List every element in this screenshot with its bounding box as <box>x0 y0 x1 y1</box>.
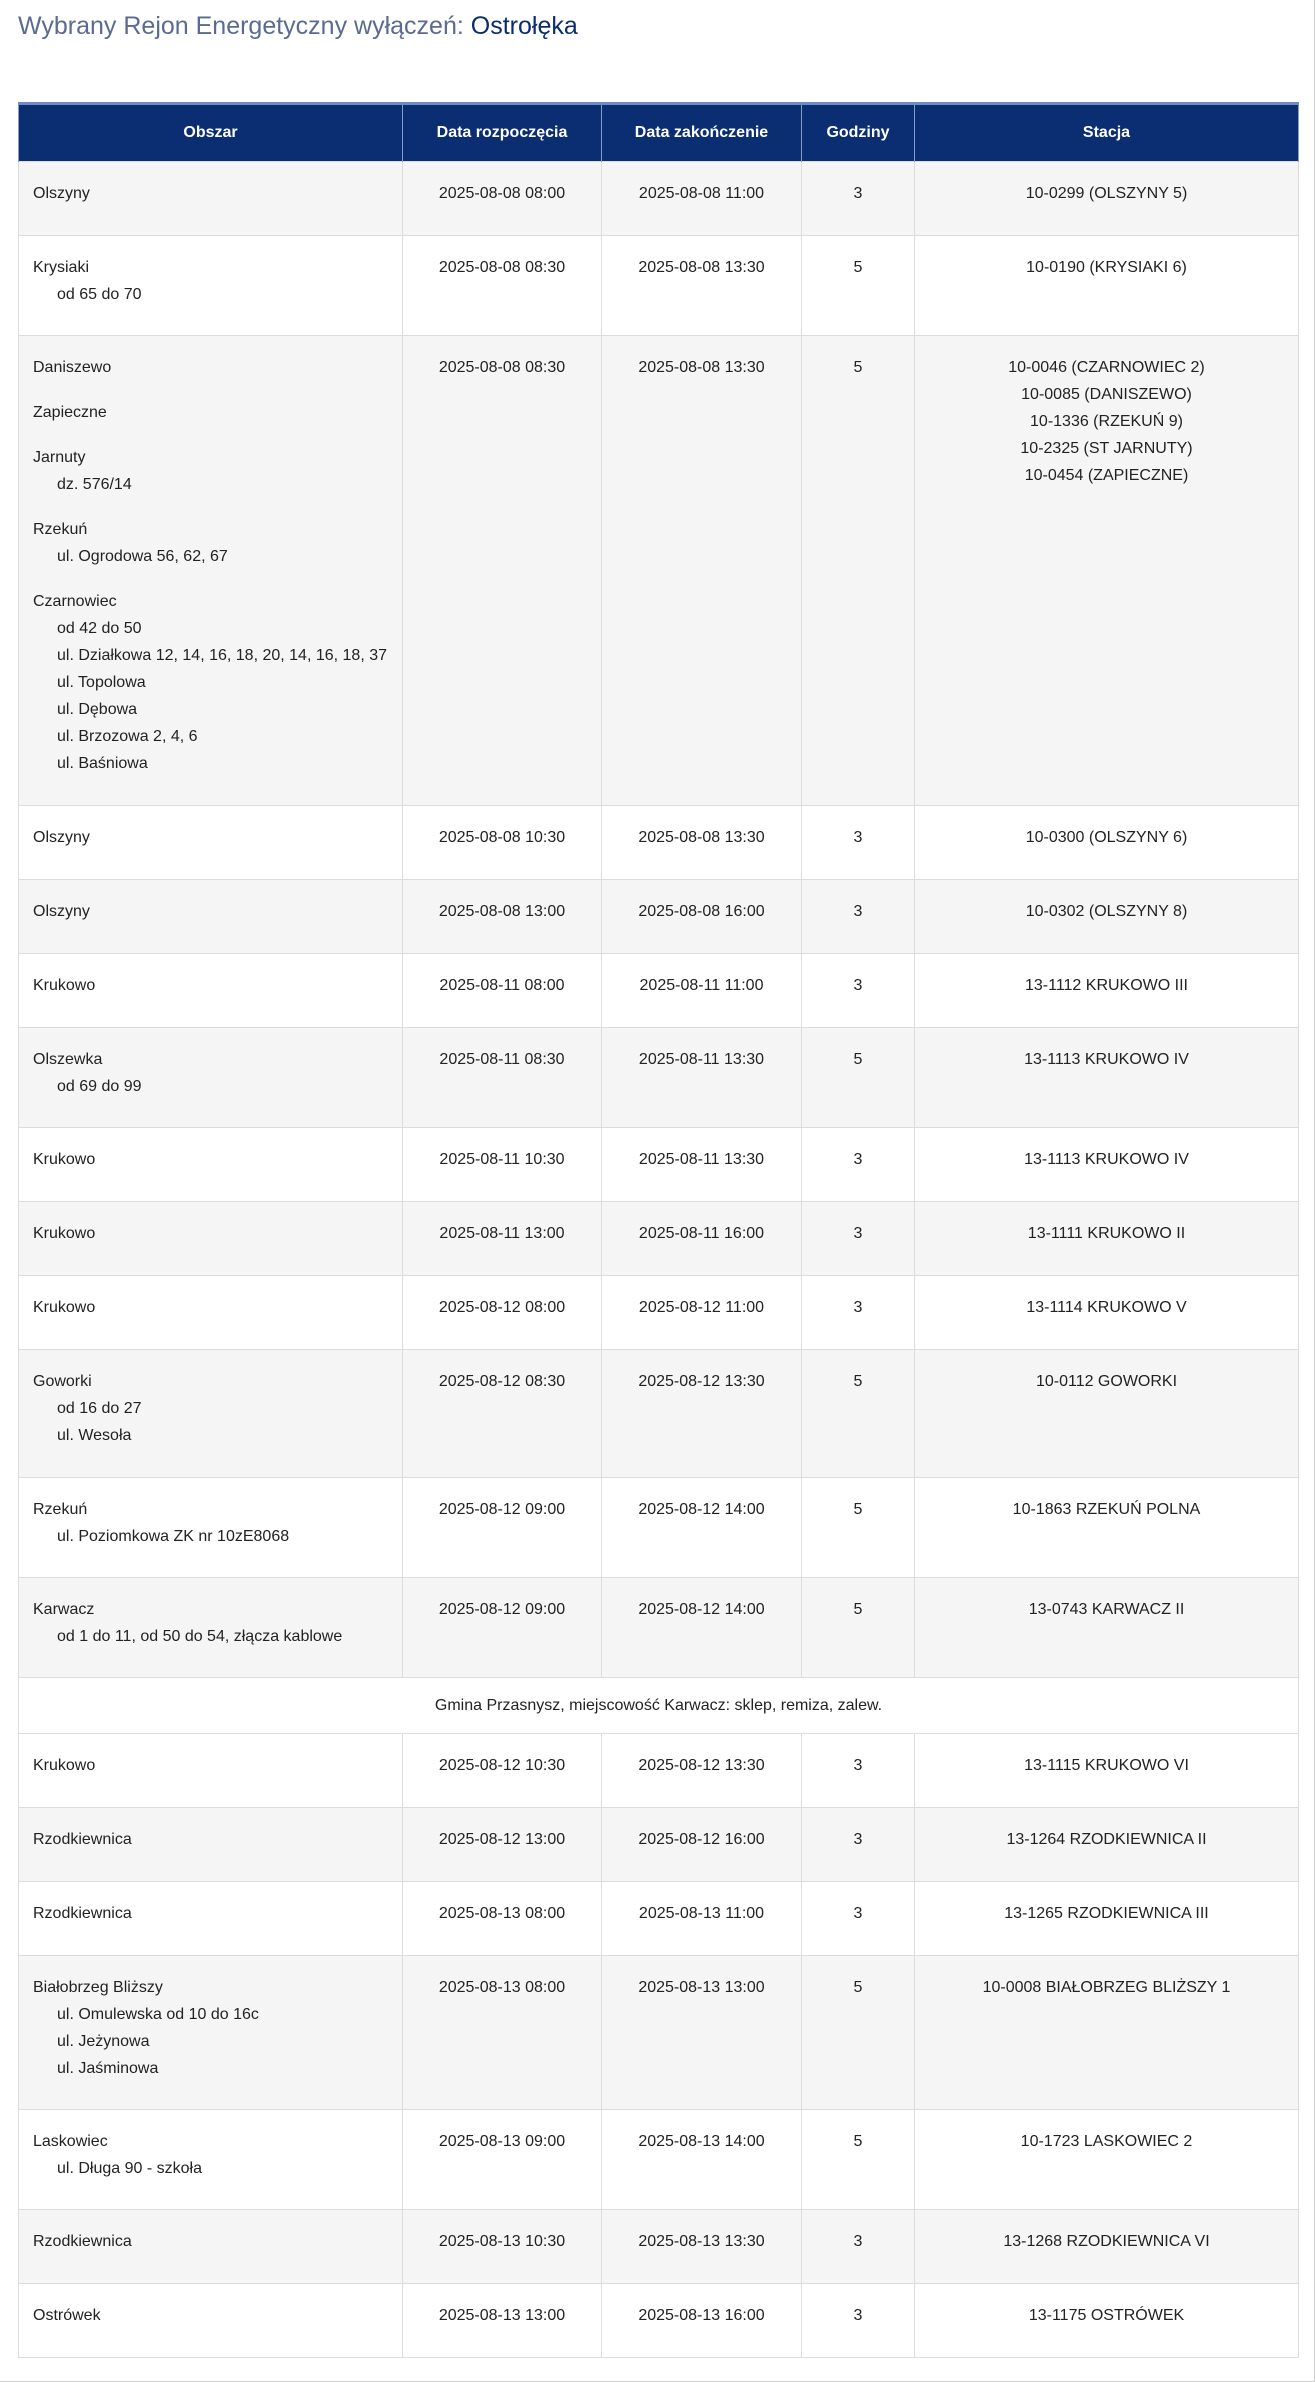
station-code: 10-0085 (DANISZEWO) <box>1021 386 1192 403</box>
cell-end-date: 2025-08-12 13:30 <box>602 1350 802 1478</box>
cell-hours: 3 <box>802 162 915 236</box>
area-group <box>33 180 388 207</box>
area-detail: od 69 do 99 <box>57 1078 142 1095</box>
area-group <box>33 1496 388 1550</box>
cell-hours: 3 <box>802 1734 915 1808</box>
cell-end-date: 2025-08-12 13:30 <box>602 1734 802 1808</box>
area-group <box>33 516 388 570</box>
cell-area <box>19 1808 403 1882</box>
cell-area <box>19 1578 403 1678</box>
page-title-region: Ostrołęka <box>470 12 578 40</box>
cell-start-date: 2025-08-13 08:00 <box>403 1956 602 2110</box>
table-header-row <box>19 104 1299 162</box>
cell-end-date: 2025-08-08 13:30 <box>602 806 802 880</box>
area-group <box>33 824 388 851</box>
cell-end-date: 2025-08-11 11:00 <box>602 954 802 1028</box>
table-row <box>19 2110 1299 2210</box>
area-group <box>33 1220 388 1247</box>
header-hours[interactable]: Godziny <box>802 104 915 162</box>
cell-area <box>19 880 403 954</box>
cell-hours: 3 <box>802 2284 915 2358</box>
area-group <box>33 1826 388 1853</box>
area-group <box>33 254 388 308</box>
area-group <box>33 2128 388 2182</box>
station-code: 10-2325 (ST JARNUTY) <box>1020 440 1193 457</box>
area-name: Ostrówek <box>33 2307 101 2324</box>
area-detail: ul. Długa 90 - szkoła <box>57 2160 202 2177</box>
area-name: Czarnowiec <box>33 593 117 610</box>
cell-station <box>915 2110 1299 2210</box>
cell-end-date: 2025-08-08 16:00 <box>602 880 802 954</box>
cell-start-date: 2025-08-12 08:00 <box>403 1276 602 1350</box>
cell-station <box>915 1734 1299 1808</box>
table-row <box>19 1956 1299 2110</box>
area-detail: ul. Działkowa 12, 14, 16, 18, 20, 14, 16, 18, 37 <box>57 647 387 664</box>
cell-start-date: 2025-08-12 10:30 <box>403 1734 602 1808</box>
table-row <box>19 2284 1299 2358</box>
cell-start-date: 2025-08-08 13:00 <box>403 880 602 954</box>
cell-area <box>19 2110 403 2210</box>
cell-end-date: 2025-08-13 13:00 <box>602 1956 802 2110</box>
cell-end-date: 2025-08-13 16:00 <box>602 2284 802 2358</box>
cell-end-date: 2025-08-11 16:00 <box>602 1202 802 1276</box>
cell-area <box>19 1882 403 1956</box>
station-code: 10-1863 RZEKUŃ POLNA <box>1012 1501 1201 1518</box>
cell-station <box>915 1350 1299 1478</box>
cell-end-date: 2025-08-11 13:30 <box>602 1128 802 1202</box>
table-row <box>19 880 1299 954</box>
cell-start-date: 2025-08-12 13:00 <box>403 1808 602 1882</box>
station-code: 13-1115 KRUKOWO VI <box>1024 1757 1189 1774</box>
cell-start-date: 2025-08-11 08:00 <box>403 954 602 1028</box>
cell-hours: 5 <box>802 2110 915 2210</box>
table-row <box>19 336 1299 806</box>
area-name: Rzodkiewnica <box>33 2233 132 2250</box>
cell-end-date: 2025-08-12 14:00 <box>602 1578 802 1678</box>
cell-hours: 3 <box>802 1276 915 1350</box>
station-code: 10-1723 LASKOWIEC 2 <box>1020 2133 1193 2150</box>
station-code: 13-1265 RZODKIEWNICA III <box>1004 1905 1209 1922</box>
area-group <box>33 2302 388 2329</box>
area-name: Rzodkiewnica <box>33 1831 132 1848</box>
station-code: 13-1268 RZODKIEWNICA VI <box>1003 2233 1210 2250</box>
area-group <box>33 1900 388 1927</box>
table-row <box>19 1276 1299 1350</box>
area-detail: ul. Baśniowa <box>57 755 148 772</box>
area-name: Zapieczne <box>33 404 107 421</box>
area-group <box>33 972 388 999</box>
cell-area <box>19 162 403 236</box>
station-code: 13-1113 KRUKOWO IV <box>1024 1151 1189 1168</box>
area-name: Krukowo <box>33 977 96 994</box>
table-row <box>19 1128 1299 1202</box>
cell-station <box>915 1276 1299 1350</box>
table-row <box>19 1808 1299 1882</box>
cell-end-date: 2025-08-13 14:00 <box>602 2110 802 2210</box>
cell-hours: 5 <box>802 1578 915 1678</box>
area-group <box>33 1146 388 1173</box>
table-row <box>19 1578 1299 1678</box>
cell-end-date: 2025-08-13 11:00 <box>602 1882 802 1956</box>
area-detail: ul. Jaśminowa <box>57 2060 159 2077</box>
station-code: 13-1175 OSTRÓWEK <box>1028 2307 1185 2324</box>
area-group <box>33 399 388 426</box>
cell-end-date: 2025-08-08 13:30 <box>602 236 802 336</box>
area-name: Krukowo <box>33 1151 96 1168</box>
table-row <box>19 1882 1299 1956</box>
area-detail: ul. Topolowa <box>57 674 146 691</box>
cell-station <box>915 336 1299 806</box>
area-group <box>33 354 388 381</box>
area-detail: od 42 do 50 <box>57 620 142 637</box>
table-row <box>19 806 1299 880</box>
cell-area <box>19 236 403 336</box>
area-name: Laskowiec <box>33 2133 108 2150</box>
cell-start-date: 2025-08-13 13:00 <box>403 2284 602 2358</box>
station-code: 13-1112 KRUKOWO III <box>1024 977 1188 994</box>
cell-hours: 3 <box>802 1882 915 1956</box>
table-row <box>19 954 1299 1028</box>
cell-station <box>915 954 1299 1028</box>
cell-hours: 5 <box>802 1478 915 1578</box>
station-code: 10-0190 (KRYSIAKI 6) <box>1026 259 1187 276</box>
cell-end-date: 2025-08-12 14:00 <box>602 1478 802 1578</box>
area-name: Krukowo <box>33 1299 96 1316</box>
area-detail: od 1 do 11, od 50 do 54, złącza kablowe <box>57 1628 343 1645</box>
area-name: Krukowo <box>33 1225 96 1242</box>
area-name: Krysiaki <box>33 259 90 276</box>
area-name: Olszewka <box>33 1051 103 1068</box>
header-start-date[interactable]: Data rozpoczęcia <box>403 104 602 162</box>
cell-end-date: 2025-08-11 13:30 <box>602 1028 802 1128</box>
table-body <box>19 162 1299 2358</box>
cell-start-date: 2025-08-11 13:00 <box>403 1202 602 1276</box>
cell-hours: 5 <box>802 1956 915 2110</box>
station-code: 13-1264 RZODKIEWNICA II <box>1006 1831 1207 1848</box>
cell-station <box>915 880 1299 954</box>
cell-area <box>19 1276 403 1350</box>
table-row <box>19 236 1299 336</box>
cell-area <box>19 2284 403 2358</box>
area-name: Olszyny <box>33 185 90 202</box>
cell-area <box>19 1350 403 1478</box>
cell-hours: 5 <box>802 1350 915 1478</box>
cell-hours: 3 <box>802 1808 915 1882</box>
cell-hours: 5 <box>802 1028 915 1128</box>
cell-start-date: 2025-08-11 08:30 <box>403 1028 602 1128</box>
area-group <box>33 2228 388 2255</box>
station-code: 10-0112 GOWORKI <box>1035 1373 1178 1390</box>
area-name: Rzekuń <box>33 1501 88 1518</box>
cell-start-date: 2025-08-08 08:30 <box>403 236 602 336</box>
station-code: 10-1336 (RZEKUŃ 9) <box>1030 413 1183 430</box>
area-group <box>33 444 388 498</box>
area-name: Daniszewo <box>33 359 112 376</box>
cell-hours: 3 <box>802 1128 915 1202</box>
cell-area <box>19 954 403 1028</box>
cell-area <box>19 1734 403 1808</box>
table-row <box>19 1734 1299 1808</box>
cell-start-date: 2025-08-13 09:00 <box>403 2110 602 2210</box>
area-name: Krukowo <box>33 1757 96 1774</box>
cell-station <box>915 1028 1299 1128</box>
cell-start-date: 2025-08-08 08:30 <box>403 336 602 806</box>
cell-area <box>19 336 403 806</box>
station-code: 10-0046 (CZARNOWIEC 2) <box>1008 359 1205 376</box>
table-note-row <box>19 1678 1299 1734</box>
cell-area <box>19 806 403 880</box>
station-code: 10-0008 BIAŁOBRZEG BLIŻSZY 1 <box>982 1979 1231 1996</box>
station-code: 10-0302 (OLSZYNY 8) <box>1025 903 1188 920</box>
outage-table <box>18 102 1299 2358</box>
cell-start-date: 2025-08-11 10:30 <box>403 1128 602 1202</box>
station-code: 10-0299 (OLSZYNY 5) <box>1025 185 1188 202</box>
area-detail: ul. Jeżynowa <box>57 2033 150 2050</box>
station-code: 13-1113 KRUKOWO IV <box>1024 1051 1189 1068</box>
area-name: Białobrzeg Bliższy <box>33 1979 163 1996</box>
area-detail: ul. Wesoła <box>57 1427 132 1444</box>
area-name: Jarnuty <box>33 449 86 466</box>
station-code: 13-1114 KRUKOWO V <box>1026 1299 1187 1316</box>
cell-start-date: 2025-08-13 08:00 <box>403 1882 602 1956</box>
cell-end-date: 2025-08-12 16:00 <box>602 1808 802 1882</box>
table-row <box>19 1202 1299 1276</box>
area-group <box>33 1368 388 1449</box>
station-code: 13-1111 KRUKOWO II <box>1027 1225 1186 1242</box>
area-detail: ul. Omulewska od 10 do 16c <box>57 2006 259 2023</box>
cell-start-date: 2025-08-12 09:00 <box>403 1578 602 1678</box>
cell-hours: 3 <box>802 2210 915 2284</box>
table-row <box>19 2210 1299 2284</box>
area-detail: ul. Brzozowa 2, 4, 6 <box>57 728 198 745</box>
cell-end-date: 2025-08-08 11:00 <box>602 162 802 236</box>
cell-area <box>19 1028 403 1128</box>
cell-station <box>915 1478 1299 1578</box>
cell-end-date: 2025-08-13 13:30 <box>602 2210 802 2284</box>
area-name: Goworki <box>33 1373 92 1390</box>
area-detail: ul. Poziomkowa ZK nr 10zE8068 <box>57 1528 290 1545</box>
header-obszar[interactable]: Obszar <box>19 104 403 162</box>
station-code: 10-0454 (ZAPIECZNE) <box>1024 467 1189 484</box>
table-row <box>19 1028 1299 1128</box>
table-row <box>19 1350 1299 1478</box>
cell-station <box>915 162 1299 236</box>
cell-station <box>915 1128 1299 1202</box>
cell-area <box>19 1202 403 1276</box>
area-detail: ul. Dębowa <box>57 701 138 718</box>
area-group <box>33 1596 388 1650</box>
cell-station <box>915 1578 1299 1678</box>
page-title <box>18 12 578 41</box>
page-title-prefix: Wybrany Rejon Energetyczny wyłączeń: <box>18 12 464 40</box>
cell-area <box>19 2210 403 2284</box>
header-end-date[interactable]: Data zakończenie <box>602 104 802 162</box>
cell-start-date: 2025-08-12 08:30 <box>403 1350 602 1478</box>
area-group <box>33 1046 388 1100</box>
cell-hours: 5 <box>802 236 915 336</box>
area-detail: ul. Ogrodowa 56, 62, 67 <box>57 548 228 565</box>
cell-area <box>19 1956 403 2110</box>
cell-hours: 5 <box>802 336 915 806</box>
area-group <box>33 1752 388 1779</box>
area-detail: od 16 do 27 <box>57 1400 142 1417</box>
cell-station <box>915 1882 1299 1956</box>
area-name: Karwacz <box>33 1601 95 1618</box>
cell-hours: 3 <box>802 880 915 954</box>
cell-station <box>915 1808 1299 1882</box>
station-code: 10-0300 (OLSZYNY 6) <box>1025 829 1188 846</box>
cell-start-date: 2025-08-12 09:00 <box>403 1478 602 1578</box>
area-name: Rzodkiewnica <box>33 1905 132 1922</box>
cell-station <box>915 1956 1299 2110</box>
cell-station <box>915 1202 1299 1276</box>
cell-end-date: 2025-08-12 11:00 <box>602 1276 802 1350</box>
header-station[interactable]: Stacja <box>915 104 1299 162</box>
cell-hours: 3 <box>802 1202 915 1276</box>
cell-hours: 3 <box>802 806 915 880</box>
table-row <box>19 1478 1299 1578</box>
cell-station <box>915 806 1299 880</box>
area-group <box>33 1974 388 2082</box>
area-name: Rzekuń <box>33 521 88 538</box>
area-group <box>33 898 388 925</box>
table-note: Gmina Przasnysz, miejscowość Karwacz: sklep, remiza, zalew. <box>19 1678 1299 1734</box>
table-row <box>19 162 1299 236</box>
cell-start-date: 2025-08-13 10:30 <box>403 2210 602 2284</box>
cell-start-date: 2025-08-08 10:30 <box>403 806 602 880</box>
station-code: 13-0743 KARWACZ II <box>1028 1601 1185 1618</box>
cell-area <box>19 1128 403 1202</box>
area-name: Olszyny <box>33 829 90 846</box>
cell-start-date: 2025-08-08 08:00 <box>403 162 602 236</box>
cell-station <box>915 2284 1299 2358</box>
outage-table-container <box>18 102 1298 2358</box>
area-name: Olszyny <box>33 903 90 920</box>
cell-station <box>915 236 1299 336</box>
cell-end-date: 2025-08-08 13:30 <box>602 336 802 806</box>
cell-hours: 3 <box>802 954 915 1028</box>
area-detail: dz. 576/14 <box>57 476 132 493</box>
cell-station <box>915 2210 1299 2284</box>
area-group <box>33 588 388 777</box>
cell-area <box>19 1478 403 1578</box>
area-group <box>33 1294 388 1321</box>
area-detail: od 65 do 70 <box>57 286 142 303</box>
